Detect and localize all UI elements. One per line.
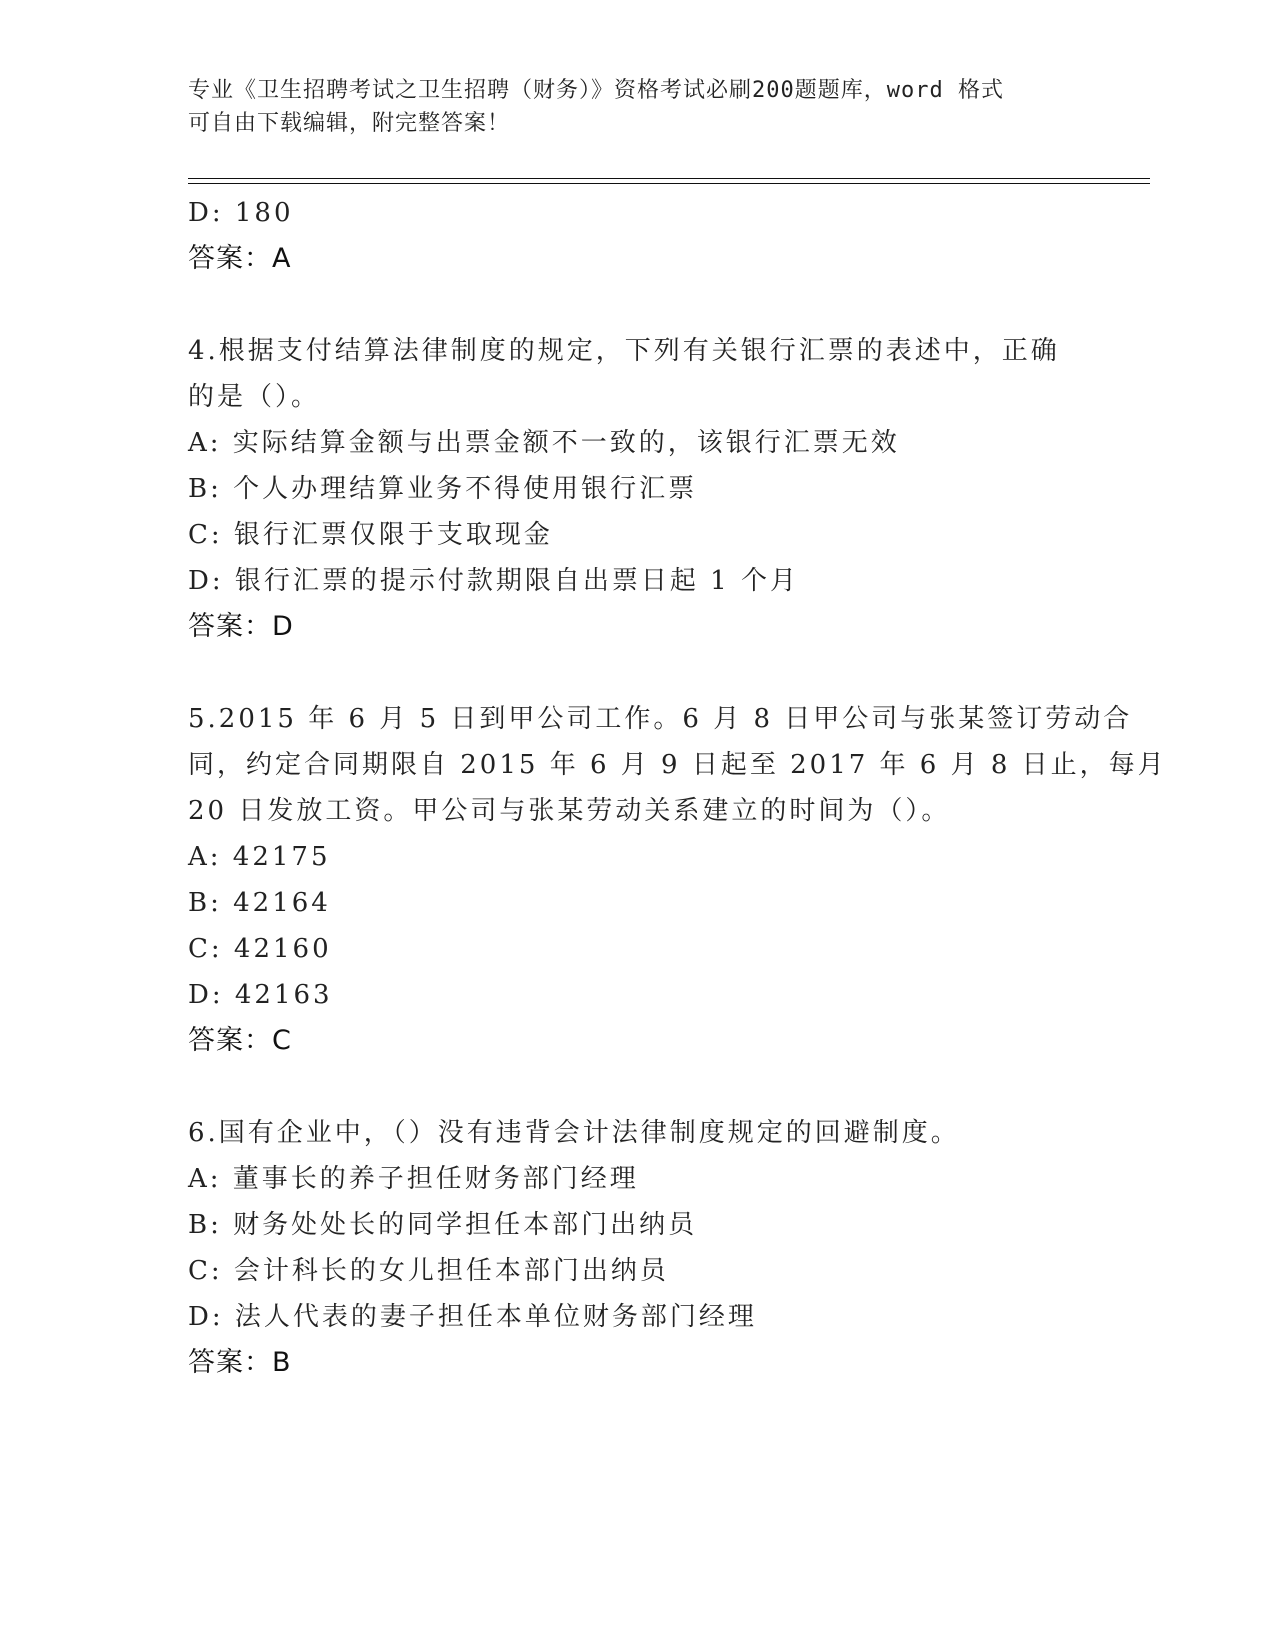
option-a: A: 董事长的养子担任财务部门经理	[188, 1164, 639, 1194]
answer-line: 答案：C	[188, 1025, 292, 1056]
option-b: B: 个人办理结算业务不得使用银行汇票	[188, 474, 698, 504]
option-a: A: 42175	[188, 842, 331, 872]
question-stem: 5.2015 年 6 月 5 日到甲公司工作。6 月 8 日甲公司与张某签订劳动合	[188, 704, 1133, 734]
question-stem: 6.国有企业中，（）没有违背会计法律制度规定的回避制度。	[188, 1118, 960, 1148]
question-list	[188, 190, 1167, 1386]
header-title-line-2: 可自由下载编辑，附完整答案！	[188, 111, 511, 136]
option-d: D: 42163	[188, 980, 333, 1010]
option-c: C: 银行汇票仅限于支取现金	[188, 520, 553, 550]
spacer	[188, 650, 1088, 696]
header-rule-bottom	[188, 183, 1150, 184]
question-block-partial	[188, 190, 1088, 282]
spacer	[188, 282, 1088, 328]
header-rule-top	[188, 178, 1150, 179]
question-stem: 20 日发放工资。甲公司与张某劳动关系建立的时间为（）。	[188, 796, 951, 826]
question-stem: 4.根据支付结算法律制度的规定，下列有关银行汇票的表述中，正确	[188, 336, 1060, 366]
question-stem: 同，约定合同期限自 2015 年 6 月 9 日起至 2017 年 6 月 8 日止，每月	[188, 750, 1167, 780]
document-header	[188, 74, 1068, 140]
answer-line: 答案：D	[188, 611, 294, 642]
option-c: C: 会计科长的女儿担任本部门出纳员	[188, 1256, 669, 1286]
question-block-5	[188, 696, 1167, 1064]
option-c: C: 42160	[188, 934, 332, 964]
spacer	[188, 1064, 1088, 1110]
option-d: D: 法人代表的妻子担任本单位财务部门经理	[188, 1302, 757, 1332]
question-block-6	[188, 1110, 1088, 1386]
answer-line: 答案：A	[188, 243, 292, 274]
header-title-line-1: 专业《卫生招聘考试之卫生招聘（财务）》资格考试必刷200题题库，word 格式	[188, 78, 1004, 103]
option-a: A: 实际结算金额与出票金额不一致的，该银行汇票无效	[188, 428, 900, 458]
option-d: D: 180	[188, 198, 294, 228]
option-d: D: 银行汇票的提示付款期限自出票日起 1 个月	[188, 566, 799, 596]
answer-line: 答案：B	[188, 1347, 292, 1378]
option-b: B: 财务处处长的同学担任本部门出纳员	[188, 1210, 698, 1240]
question-block-4	[188, 328, 1088, 650]
option-b: B: 42164	[188, 888, 331, 918]
question-stem: 的是（）。	[188, 382, 321, 412]
